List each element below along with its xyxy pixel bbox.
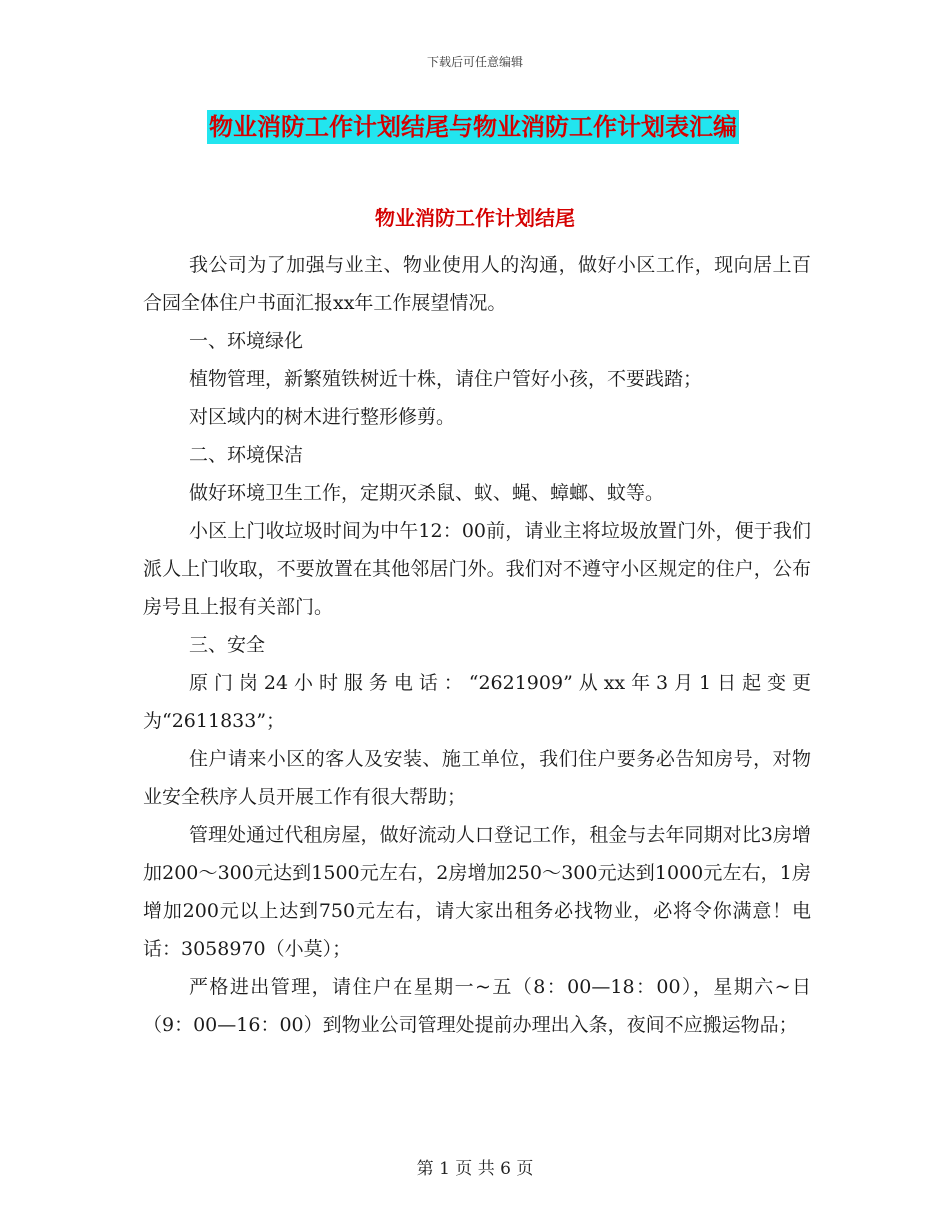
paragraph-access-control: 严格进出管理，请住户在星期一~五（8：00—18：00），星期六~日（9：00—16：00）到物业公司管理处提前办理出入条，夜间不应搬运物品；	[143, 976, 811, 1036]
paragraph-visitors: 住户请来小区的客人及安装、施工单位，我们住户要务必告知房号，对物业安全秩序人员开展工作有很大帮助；	[143, 748, 811, 808]
section-title: 物业消防工作计划结尾	[375, 206, 575, 230]
body-text	[143, 246, 811, 1044]
page-number-footer: 第 1 页 共 6 页	[416, 1159, 534, 1179]
heading-greening: 一、环境绿化	[189, 330, 304, 352]
paragraph-plant-management: 植物管理，新繁殖铁树近十株，请住户管好小孩，不要践踏；	[189, 368, 703, 390]
header-note: 下载后可任意编辑	[426, 55, 523, 69]
paragraph-sanitation: 做好环境卫生工作，定期灭杀鼠、蚁、蝇、蟑螂、蚊等。	[189, 482, 665, 504]
paragraph-phone-change: 原门岗24小时服务电话：“2621909”从xx年3月1日起变更为“2611833”；	[143, 672, 811, 732]
heading-cleaning: 二、环境保洁	[189, 444, 304, 466]
paragraph-tree-pruning: 对区域内的树木进行整形修剪。	[189, 406, 456, 428]
heading-security: 三、安全	[189, 634, 266, 656]
paragraph-rental: 管理处通过代租房屋，做好流动人口登记工作，租金与去年同期对比3房增加200～300元达到1500元左右，2房增加250～300元达到1000元左右，1房增加200元以上达到750元左右，请大家出租务必找物业，必将令你满意！电话：3058970（小莫）；	[143, 824, 811, 960]
paragraph-garbage-collection: 小区上门收垃圾时间为中午12：00前，请业主将垃圾放置门外，便于我们派人上门收取，不要放置在其他邻居门外。我们对不遵守小区规定的住户，公布房号且上报有关部门。	[143, 520, 811, 618]
paragraph-intro: 我公司为了加强与业主、物业使用人的沟通，做好小区工作，现向居上百合园全体住户书面汇报xx年工作展望情况。	[143, 254, 811, 314]
main-title: 物业消防工作计划结尾与物业消防工作计划表汇编	[207, 110, 739, 144]
